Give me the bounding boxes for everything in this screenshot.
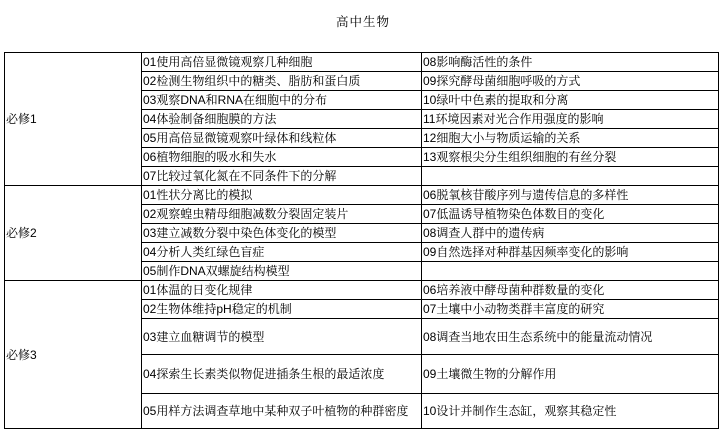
- experiment-cell: 06培养液中酵母菌种群数量的变化: [422, 281, 719, 300]
- experiment-cell: 08影响酶活性的条件: [422, 53, 719, 72]
- experiment-cell: 04体验制备细胞膜的方法: [142, 110, 422, 129]
- experiment-cell: 09土壤微生物的分解作用: [422, 355, 719, 394]
- experiment-cell: 10设计并制作生态缸，观察其稳定性: [422, 394, 719, 429]
- table-row: [5, 281, 719, 300]
- experiment-cell: 07比较过氧化氮在不同条件下的分解: [142, 167, 422, 186]
- experiment-cell: 12细胞大小与物质运输的关系: [422, 129, 719, 148]
- experiment-cell: 09自然选择对种群基因频率变化的影响: [422, 243, 719, 262]
- experiment-cell: 10绿叶中色素的提取和分离: [422, 91, 719, 110]
- module-label-bixiu3: 必修3: [5, 281, 142, 429]
- experiment-cell: 05制作DNA双螺旋结构模型: [142, 262, 422, 281]
- table-row: [5, 186, 719, 205]
- table-row: [5, 53, 719, 72]
- experiment-cell: 07土壤中小动物类群丰富度的研究: [422, 300, 719, 319]
- experiment-cell: 06植物细胞的吸水和失水: [142, 148, 422, 167]
- module-label-bixiu2: 必修2: [5, 186, 142, 281]
- experiment-cell: 03建立减数分裂中染色体变化的模型: [142, 224, 422, 243]
- experiment-cell: 08调查人群中的遗传病: [422, 224, 719, 243]
- experiment-cell: 03建立血糖调节的模型: [142, 319, 422, 355]
- experiment-cell: 13观察根尖分生组织细胞的有丝分裂: [422, 148, 719, 167]
- experiment-cell-empty: [422, 262, 719, 281]
- experiments-table: [4, 52, 719, 429]
- experiment-cell: 11环境因素对光合作用强度的影响: [422, 110, 719, 129]
- page-title: 高中生物: [335, 15, 390, 29]
- experiment-cell: 09探究酵母菌细胞呼吸的方式: [422, 72, 719, 91]
- experiment-cell: 02检测生物组织中的糖类、脂肪和蛋白质: [142, 72, 422, 91]
- experiment-cell-empty: [422, 167, 719, 186]
- experiment-cell: 05用样方法调查草地中某种双子叶植物的种群密度: [142, 394, 422, 429]
- experiment-cell: 02生物体维持pH稳定的机制: [142, 300, 422, 319]
- module-label-bixiu1: 必修1: [5, 53, 142, 186]
- experiment-cell: 01体温的日变化规律: [142, 281, 422, 300]
- experiment-cell: 07低温诱导植物染色体数目的变化: [422, 205, 719, 224]
- experiment-cell: 06脱氧核苷酸序列与遗传信息的多样性: [422, 186, 719, 205]
- experiment-cell: 05用高倍显微镜观察叶绿体和线粒体: [142, 129, 422, 148]
- experiment-cell: 08调查当地农田生态系统中的能量流动情况: [422, 319, 719, 355]
- experiment-cell: 04分析人类红绿色盲症: [142, 243, 422, 262]
- experiment-cell: 02观察蝗虫精母细胞减数分裂固定装片: [142, 205, 422, 224]
- experiment-cell: 03观察DNA和RNA在细胞中的分布: [142, 91, 422, 110]
- experiment-cell: 01使用高倍显微镜观察几种细胞: [142, 53, 422, 72]
- experiment-cell: 01性状分离比的模拟: [142, 186, 422, 205]
- experiment-cell: 04探索生长素类似物促进插条生根的最适浓度: [142, 355, 422, 394]
